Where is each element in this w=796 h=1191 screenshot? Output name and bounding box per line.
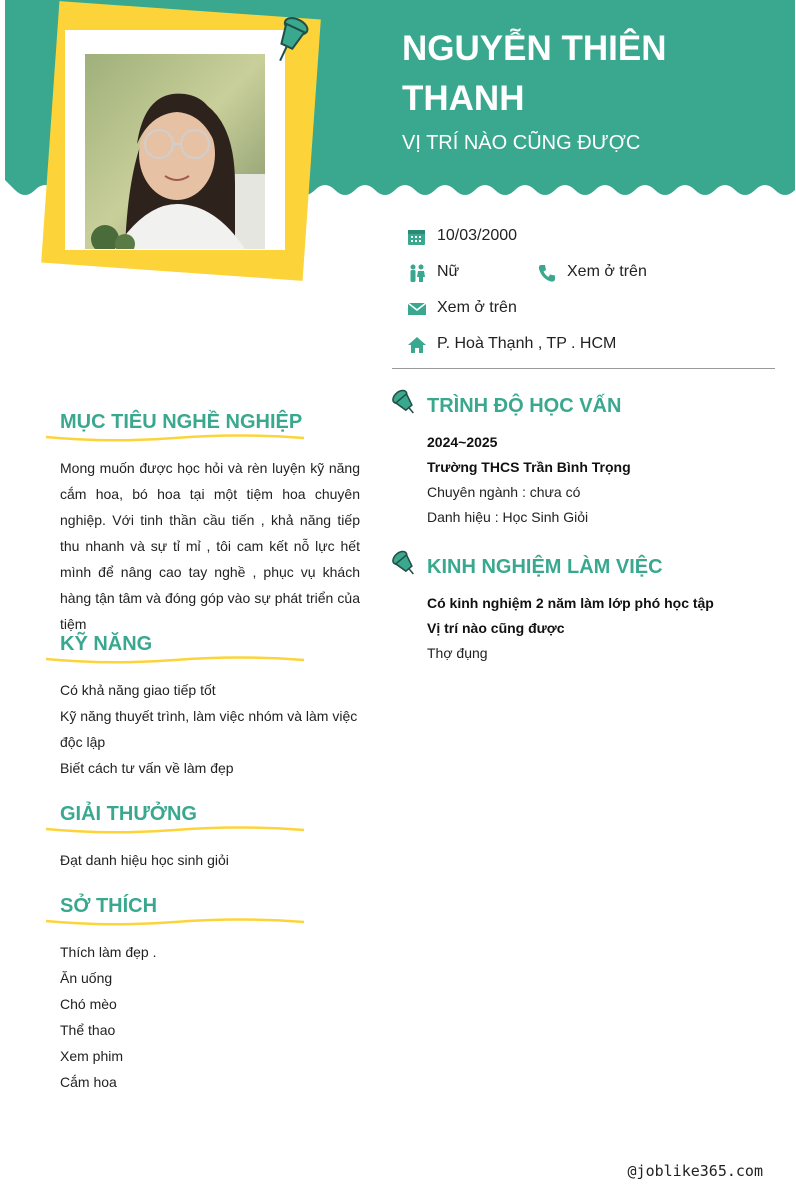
footer-brand: @joblike365.com bbox=[627, 1162, 763, 1180]
contact-divider bbox=[392, 368, 775, 369]
candidate-name: NGUYỄN THIÊN THANH bbox=[402, 29, 667, 118]
list-item: Thể thao bbox=[60, 1022, 116, 1038]
list-item: Có khả năng giao tiếp tốt bbox=[60, 682, 216, 698]
list-item: Chó mèo bbox=[60, 996, 117, 1012]
objective-underline bbox=[46, 433, 304, 443]
people-icon bbox=[407, 263, 427, 283]
hobbies-title: SỞ THÍCH bbox=[60, 895, 158, 917]
awards-title: GIẢI THƯỞNG bbox=[60, 803, 197, 825]
awards-underline bbox=[46, 825, 304, 835]
envelope-icon bbox=[407, 299, 427, 319]
hobbies-list bbox=[60, 939, 360, 1095]
hobbies-underline bbox=[46, 917, 304, 927]
education-block bbox=[427, 430, 777, 530]
list-item: Xem phim bbox=[60, 1048, 124, 1064]
experience-line-2: Vị trí nào cũng được bbox=[427, 620, 565, 636]
list-item: Biết cách tư vấn về làm đẹp bbox=[60, 760, 234, 776]
awards-list bbox=[60, 847, 360, 873]
objective-title: MỤC TIÊU NGHỀ NGHIỆP bbox=[60, 411, 303, 433]
phone-value[interactable]: Xem ở trên bbox=[567, 263, 647, 280]
skills-title: KỸ NĂNG bbox=[60, 633, 153, 655]
education-title: TRÌNH ĐỘ HỌC VẤN bbox=[427, 395, 622, 417]
gender-value: Nữ bbox=[437, 263, 460, 280]
skills-underline bbox=[46, 655, 304, 665]
education-years: 2024~2025 bbox=[427, 434, 498, 450]
calendar-icon bbox=[407, 227, 427, 247]
pushpin-icon bbox=[392, 389, 418, 417]
skills-list bbox=[60, 677, 360, 781]
objective-text: Mong muốn được học hỏi và rèn luyện kỹ năng cắm hoa, bó hoa tại một tiệm hoa chuyên nghiệp. Với tinh thần cầu tiến , khả năng tiếp thu nhanh và sự tỉ mỉ , tôi cam kết nỗ lực hết mình để nâng cao tay nghề , phục vụ khách hàng tận tâm và đóng góp vào sự phát triển của tiệm bbox=[60, 460, 360, 632]
dob-value: 10/03/2000 bbox=[437, 227, 518, 244]
education-major: Chuyên ngành : chưa có bbox=[427, 484, 581, 500]
avatar bbox=[85, 54, 265, 249]
experience-line-1: Có kinh nghiệm 2 năm làm lớp phó học tập bbox=[427, 595, 714, 611]
phone-icon bbox=[537, 263, 557, 283]
pushpin-icon bbox=[392, 550, 418, 578]
experience-block bbox=[427, 591, 777, 666]
education-honor: Danh hiệu : Học Sinh Giỏi bbox=[427, 509, 589, 525]
address-value: P. Hoà Thạnh , TP . HCM bbox=[437, 335, 617, 352]
experience-title: KINH NGHIỆM LÀM VIỆC bbox=[427, 556, 663, 578]
list-item: Kỹ năng thuyết trình, làm việc nhóm và làm việc độc lập bbox=[60, 708, 358, 750]
home-icon bbox=[407, 335, 427, 355]
list-item: Cắm hoa bbox=[60, 1074, 117, 1090]
list-item: Thích làm đẹp . bbox=[60, 944, 157, 960]
candidate-position: VỊ TRÍ NÀO CŨNG ĐƯỢC bbox=[402, 132, 641, 154]
experience-line-3: Thợ đụng bbox=[427, 645, 488, 661]
education-school: Trường THCS Trần Bình Trọng bbox=[427, 459, 631, 475]
email-value[interactable]: Xem ở trên bbox=[437, 299, 517, 316]
list-item: Đạt danh hiệu học sinh giỏi bbox=[60, 852, 229, 868]
list-item: Ăn uống bbox=[60, 970, 113, 986]
pushpin-icon bbox=[266, 14, 310, 64]
